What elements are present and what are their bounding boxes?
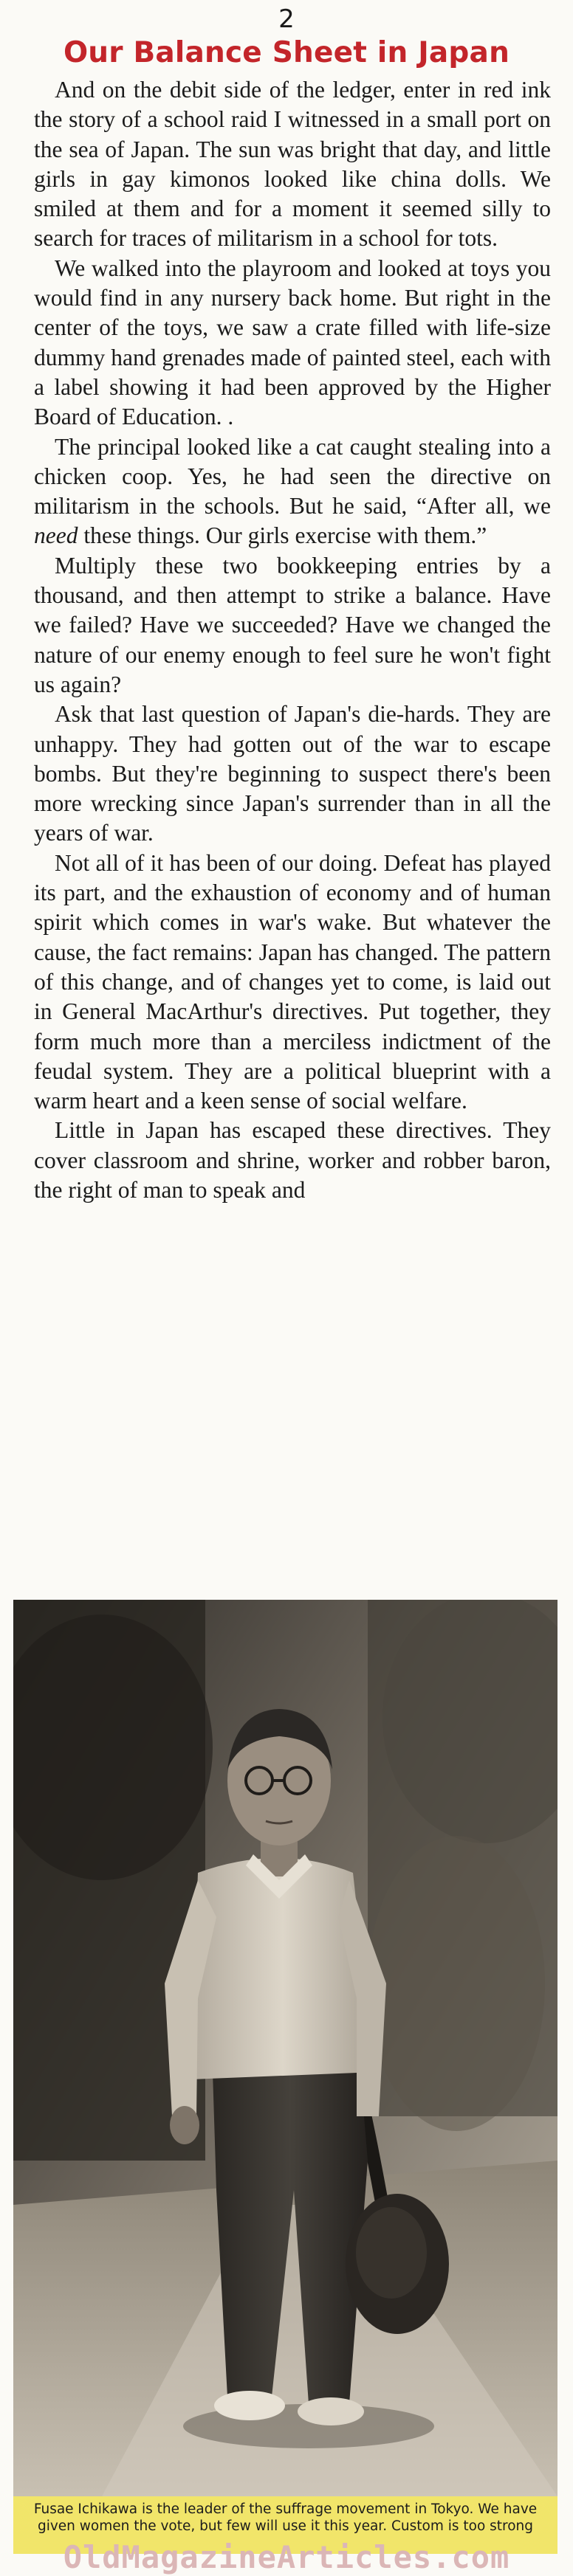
article-paragraph-4: Multiply these two bookkeeping entries by a thousand, and then attempt to strike a balance. Have we failed? Have we succeeded? Have we changed the nature of our enemy enough to feel sure he won't fight us again?	[34, 552, 551, 697]
article-paragraph-7: Little in Japan has escaped these directives. They cover classroom and shrine, worker and robber baron, the right of man to speak and	[34, 1117, 551, 1203]
photograph-woman-walking	[13, 1600, 557, 2496]
paragraph-3-text-end: these things. Our girls exercise with them.”	[78, 522, 487, 549]
article-paragraph-5: Ask that last question of Japan's die-hards. They are unhappy. They had gotten out of the war to escape bombs. But they're beginning to suspect there's been more wrecking since Japan's surrender than in all the years of war.	[34, 701, 551, 846]
paragraph-3-emphasis: need	[34, 522, 78, 549]
paragraph-3-text-start: The principal looked like a cat caught stealing into a chicken coop. Yes, he had seen the directive on militarism in the schools. But he said, “After all, we	[34, 433, 551, 519]
article-paragraph-3	[34, 432, 551, 551]
photo-caption-text: Fusae Ichikawa is the leader of the suffrage movement in Tokyo. We have given women the vote, but few will use it this year. Custom is too strong	[33, 2501, 538, 2534]
article-paragraph-1: And on the debit side of the ledger, enter in red ink the story of a school raid I witnessed in a small port on the sea of Japan. The sun was bright that day, and little girls in gay kimonos looked like china dolls. We smiled at them and for a moment it seemed silly to search for traces of militarism in a school for tots.	[34, 77, 551, 252]
article-headline: Our Balance Sheet in Japan	[63, 36, 510, 69]
article-paragraph-6: Not all of it has been of our doing. Defeat has played its part, and the exhaustion of economy and of human spirit which comes in war's wake. But whatever the cause, the fact remains: Japan has changed. The pattern of this change, and of changes yet to come, is laid out in General MacArthur's directives. Put together, they form much more than a merciless indictment of the feudal system. They are a political blueprint with a warm heart and a keen sense of social welfare.	[34, 849, 551, 1114]
page-number: 2	[278, 4, 295, 34]
photo-illustration	[13, 1600, 557, 2496]
article-body	[34, 75, 551, 1205]
article-paragraph-2: We walked into the playroom and looked at toys you would find in any nursery back home. But right in the center of the toys, we saw a crate filled with life-size dummy hand grenades made of painted steel, each with a label showing it had been approved by the Higher Board of Education. .	[34, 255, 551, 430]
site-watermark: OldMagazineArticles.com	[63, 2539, 510, 2575]
